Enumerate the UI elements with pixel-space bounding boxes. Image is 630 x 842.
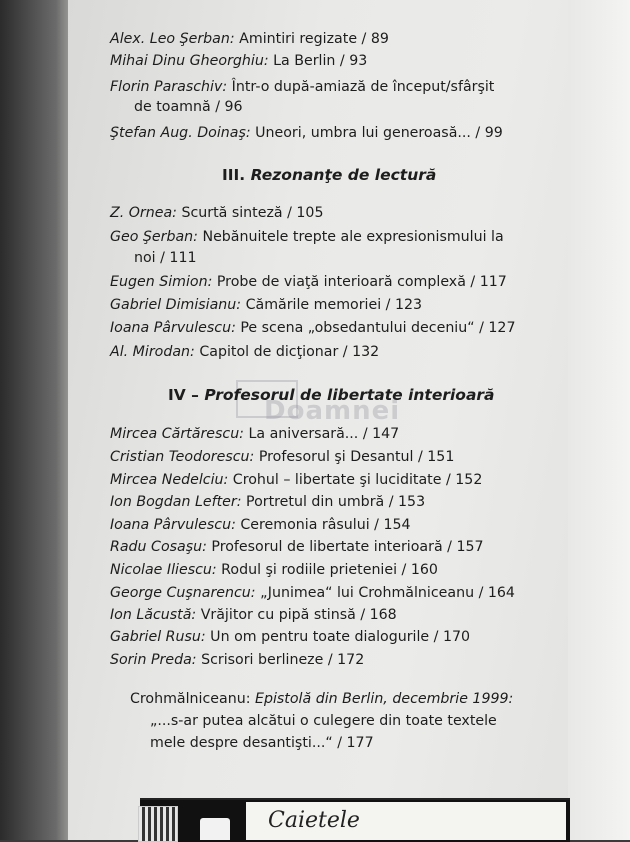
section-heading: IV – Profesorul de libertate interioară [168, 386, 495, 404]
toc-entry: Gabriel Rusu: Un om pentru toate dialogurile / 170 [110, 629, 471, 645]
toc-entry: Sorin Preda: Scrisori berlineze / 172 [110, 652, 365, 668]
toc-entry: Alex. Leo Şerban: Amintiri regizate / 89 [110, 31, 389, 47]
toc-entry: Radu Cosaşu: Profesorul de libertate interioară / 157 [110, 539, 484, 555]
toc-entry: Florin Paraschiv: Într-o după-amiază de început/sfârşit [110, 79, 495, 95]
toc-entry: Al. Mirodan: Capitol de dicţionar / 132 [110, 344, 380, 360]
toc-entry: Z. Ornea: Scurtă sinteză / 105 [110, 205, 324, 221]
toc-entry-continuation: de toamnă / 96 [134, 99, 243, 115]
toc-entry: Ion Bogdan Lefter: Portretul din umbră / 153 [110, 494, 426, 510]
toc-entry: Ioana Pârvulescu: Pe scena „obsedantului deceniu“ / 127 [110, 320, 516, 336]
series-title: Caietele [246, 802, 566, 840]
toc-entry: Mircea Nedelciu: Crohul – libertate şi luciditate / 152 [110, 472, 483, 488]
closing-quote: mele despre desantişti...“ / 177 [150, 735, 374, 751]
toc-entry-continuation: noi / 111 [134, 250, 197, 266]
toc-entry: George Cuşnarencu: „Junimea“ lui Crohmălniceanu / 164 [110, 585, 515, 601]
toc-entry: Ion Lăcustă: Vrăjitor cu pipă stinsă / 168 [110, 607, 397, 623]
toc-entry: Ştefan Aug. Doinaş: Uneori, umbra lui generoasă... / 99 [110, 125, 503, 141]
toc-entry: Ioana Pârvulescu: Ceremonia râsului / 154 [110, 517, 411, 533]
toc-entry: Eugen Simion: Probe de viaţă interioară complexă / 117 [110, 274, 507, 290]
section-heading: III. Rezonanţe de lectură [222, 166, 437, 184]
toc-entry: Gabriel Dimisianu: Cămările memoriei / 123 [110, 297, 423, 313]
watermark: Doamnei [236, 380, 396, 424]
page-shadow-left [0, 0, 70, 840]
page-edge-right [568, 0, 630, 840]
toc-entry: Geo Şerban: Nebănuitele trepte ale expresionismului la [110, 229, 504, 245]
closing-quote: „...s-ar putea alcătui o culegere din toate textele [150, 713, 497, 729]
toc-entry: Nicolae Iliescu: Rodul şi rodiile prieteniei / 160 [110, 562, 438, 578]
publisher-logo [138, 806, 178, 842]
toc-entry: Mihai Dinu Gheorghiu: La Berlin / 93 [110, 53, 368, 69]
series-mark [200, 818, 230, 840]
toc-entry: Cristian Teodorescu: Profesorul şi Desantul / 151 [110, 449, 455, 465]
toc-entry: Mircea Cărtărescu: La aniversară... / 147 [110, 426, 400, 442]
closing-entry: Crohmălniceanu: Epistolă din Berlin, decembrie 1999: [130, 691, 514, 707]
